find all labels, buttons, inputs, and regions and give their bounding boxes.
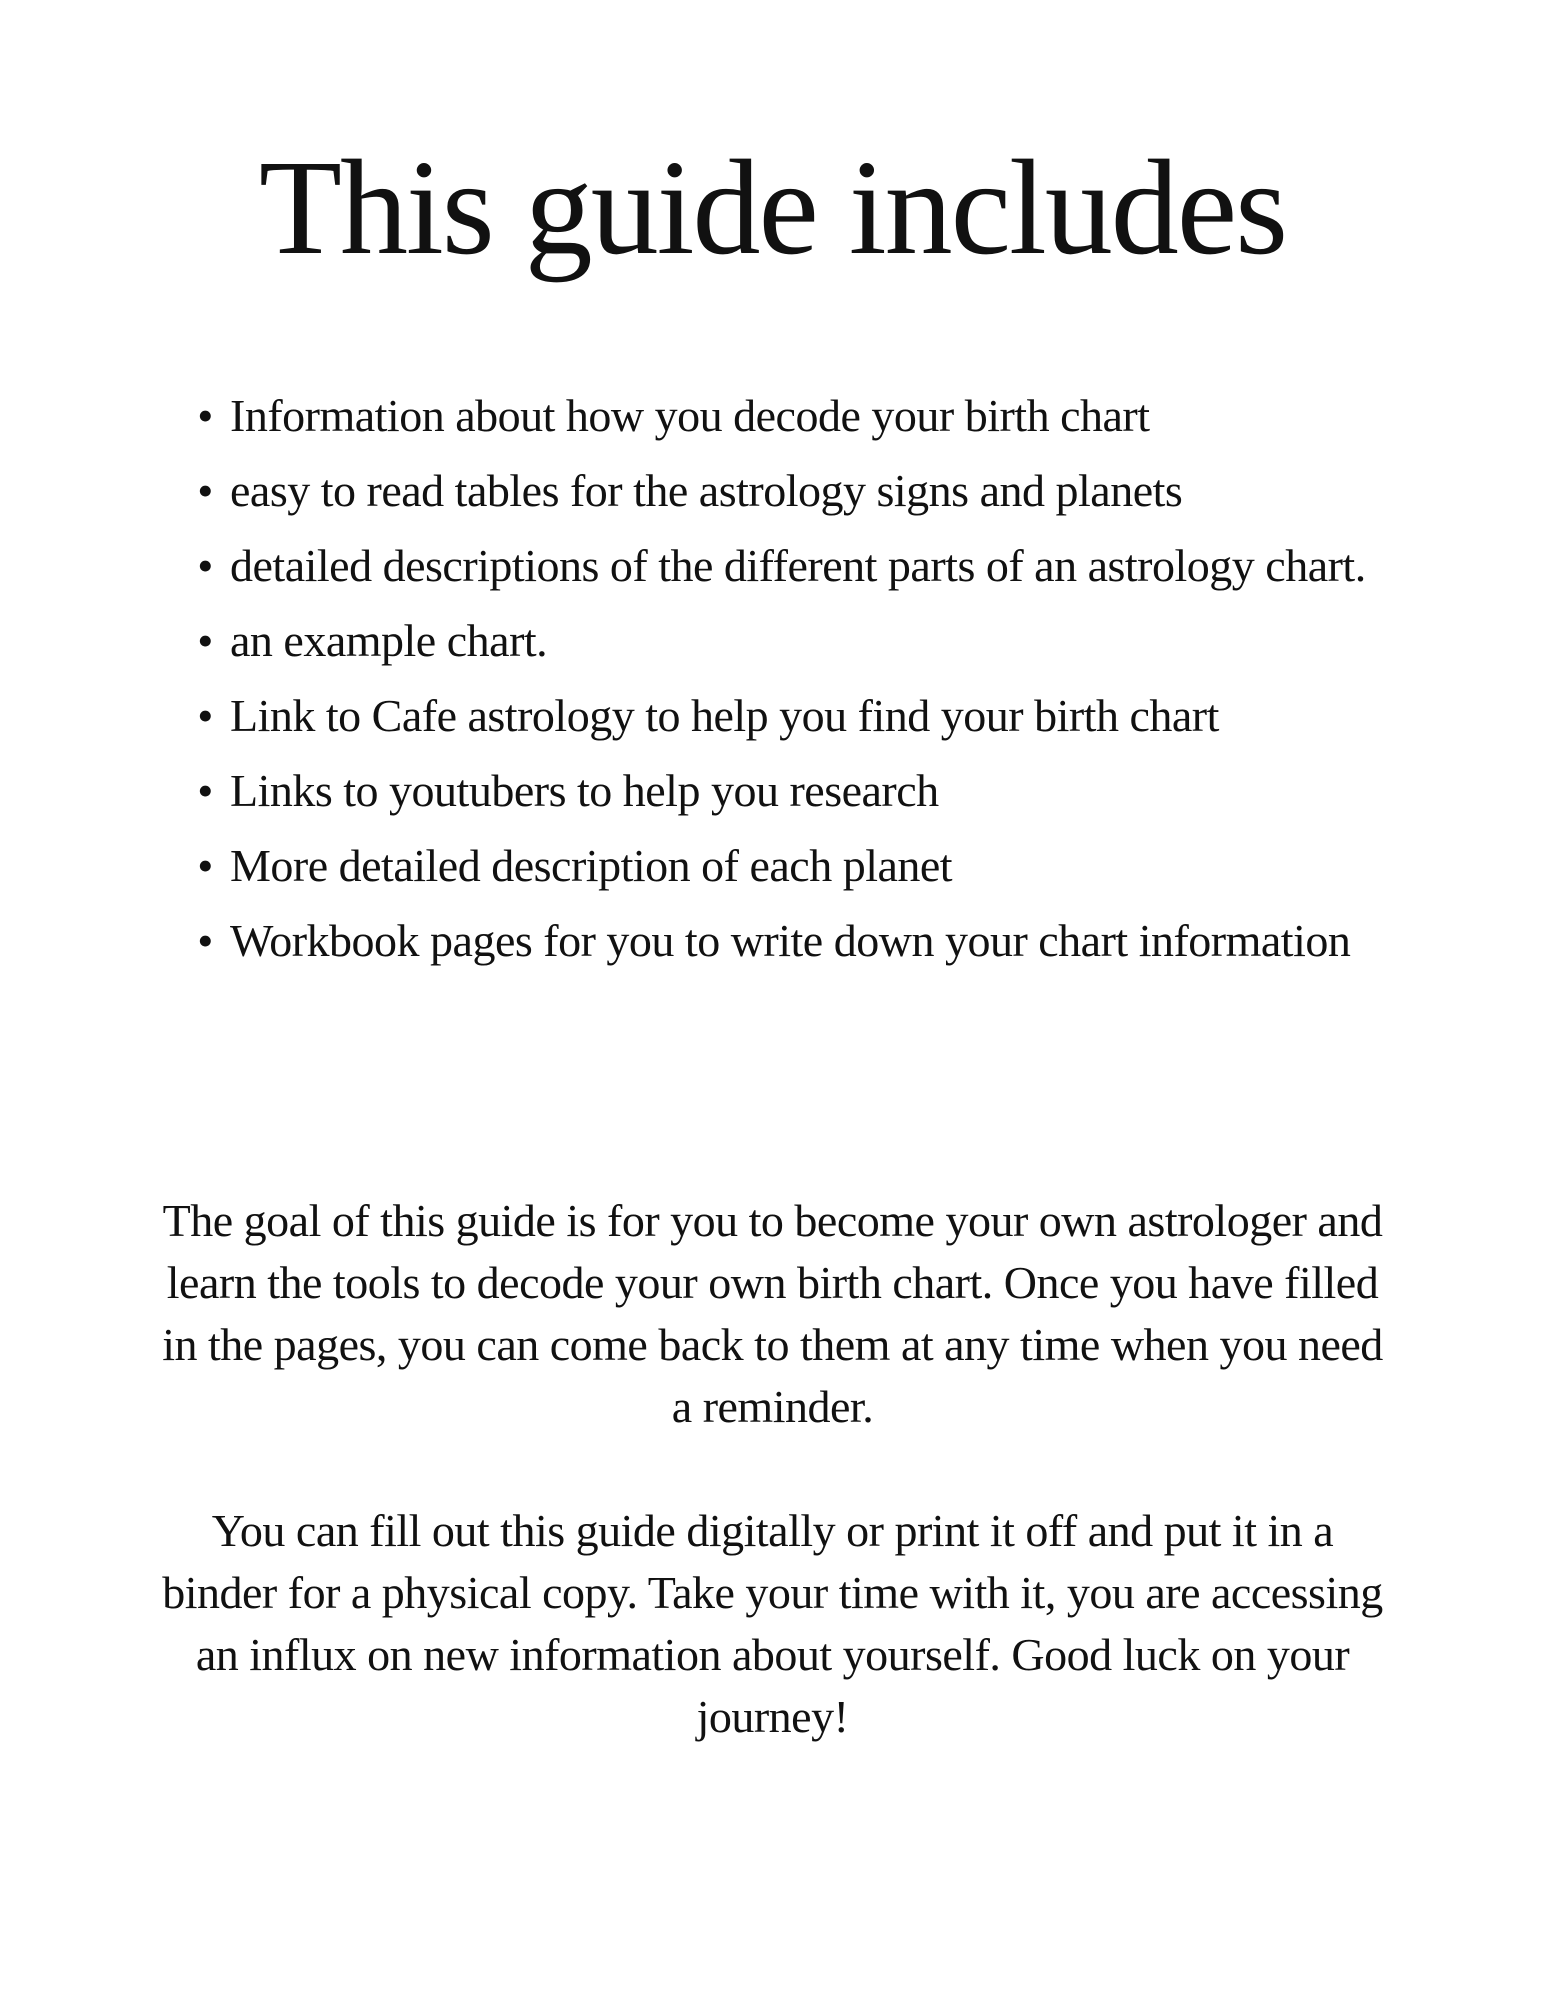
bullet-icon: • bbox=[197, 690, 213, 741]
list-item-text: detailed descriptions of the different parts of an astrology chart. bbox=[230, 540, 1366, 591]
list-item bbox=[190, 378, 1410, 453]
goal-paragraph: The goal of this guide is for you to become your own astrologer and learn the tools to decode your own birth chart. Once you have filled in the pages, you can come back to them at any time when you need a reminder. bbox=[162, 1195, 1383, 1432]
bullet-icon: • bbox=[197, 540, 213, 591]
bullet-icon: • bbox=[197, 465, 213, 516]
page-title: This guide includes bbox=[258, 133, 1287, 283]
list-item-text: Link to Cafe astrology to help you find your birth chart bbox=[230, 690, 1219, 741]
bullet-icon: • bbox=[197, 840, 213, 891]
list-item bbox=[190, 753, 1410, 828]
bullet-icon: • bbox=[197, 615, 213, 666]
list-item-text: More detailed description of each planet bbox=[230, 840, 953, 891]
list-item bbox=[190, 903, 1410, 978]
bullet-icon: • bbox=[197, 765, 213, 816]
list-item bbox=[190, 453, 1410, 528]
fill-out-paragraph: You can fill out this guide digitally or print it off and put it in a binder for a physical copy. Take your time with it, you are accessing an influx on new information about yourself. Good luck on your journey! bbox=[162, 1505, 1383, 1742]
list-item bbox=[190, 828, 1410, 903]
list-item-text: Workbook pages for you to write down your chart information bbox=[230, 915, 1351, 966]
list-item-text: Information about how you decode your birth chart bbox=[230, 390, 1150, 441]
bullet-icon: • bbox=[197, 915, 213, 966]
list-item-text: Links to youtubers to help you research bbox=[230, 765, 939, 816]
list-item bbox=[190, 528, 1410, 603]
list-item-text: an example chart. bbox=[230, 615, 548, 666]
includes-list bbox=[190, 378, 1410, 978]
bullet-icon: • bbox=[197, 390, 213, 441]
list-item bbox=[190, 678, 1410, 753]
list-item bbox=[190, 603, 1410, 678]
list-item-text: easy to read tables for the astrology signs and planets bbox=[230, 465, 1183, 516]
